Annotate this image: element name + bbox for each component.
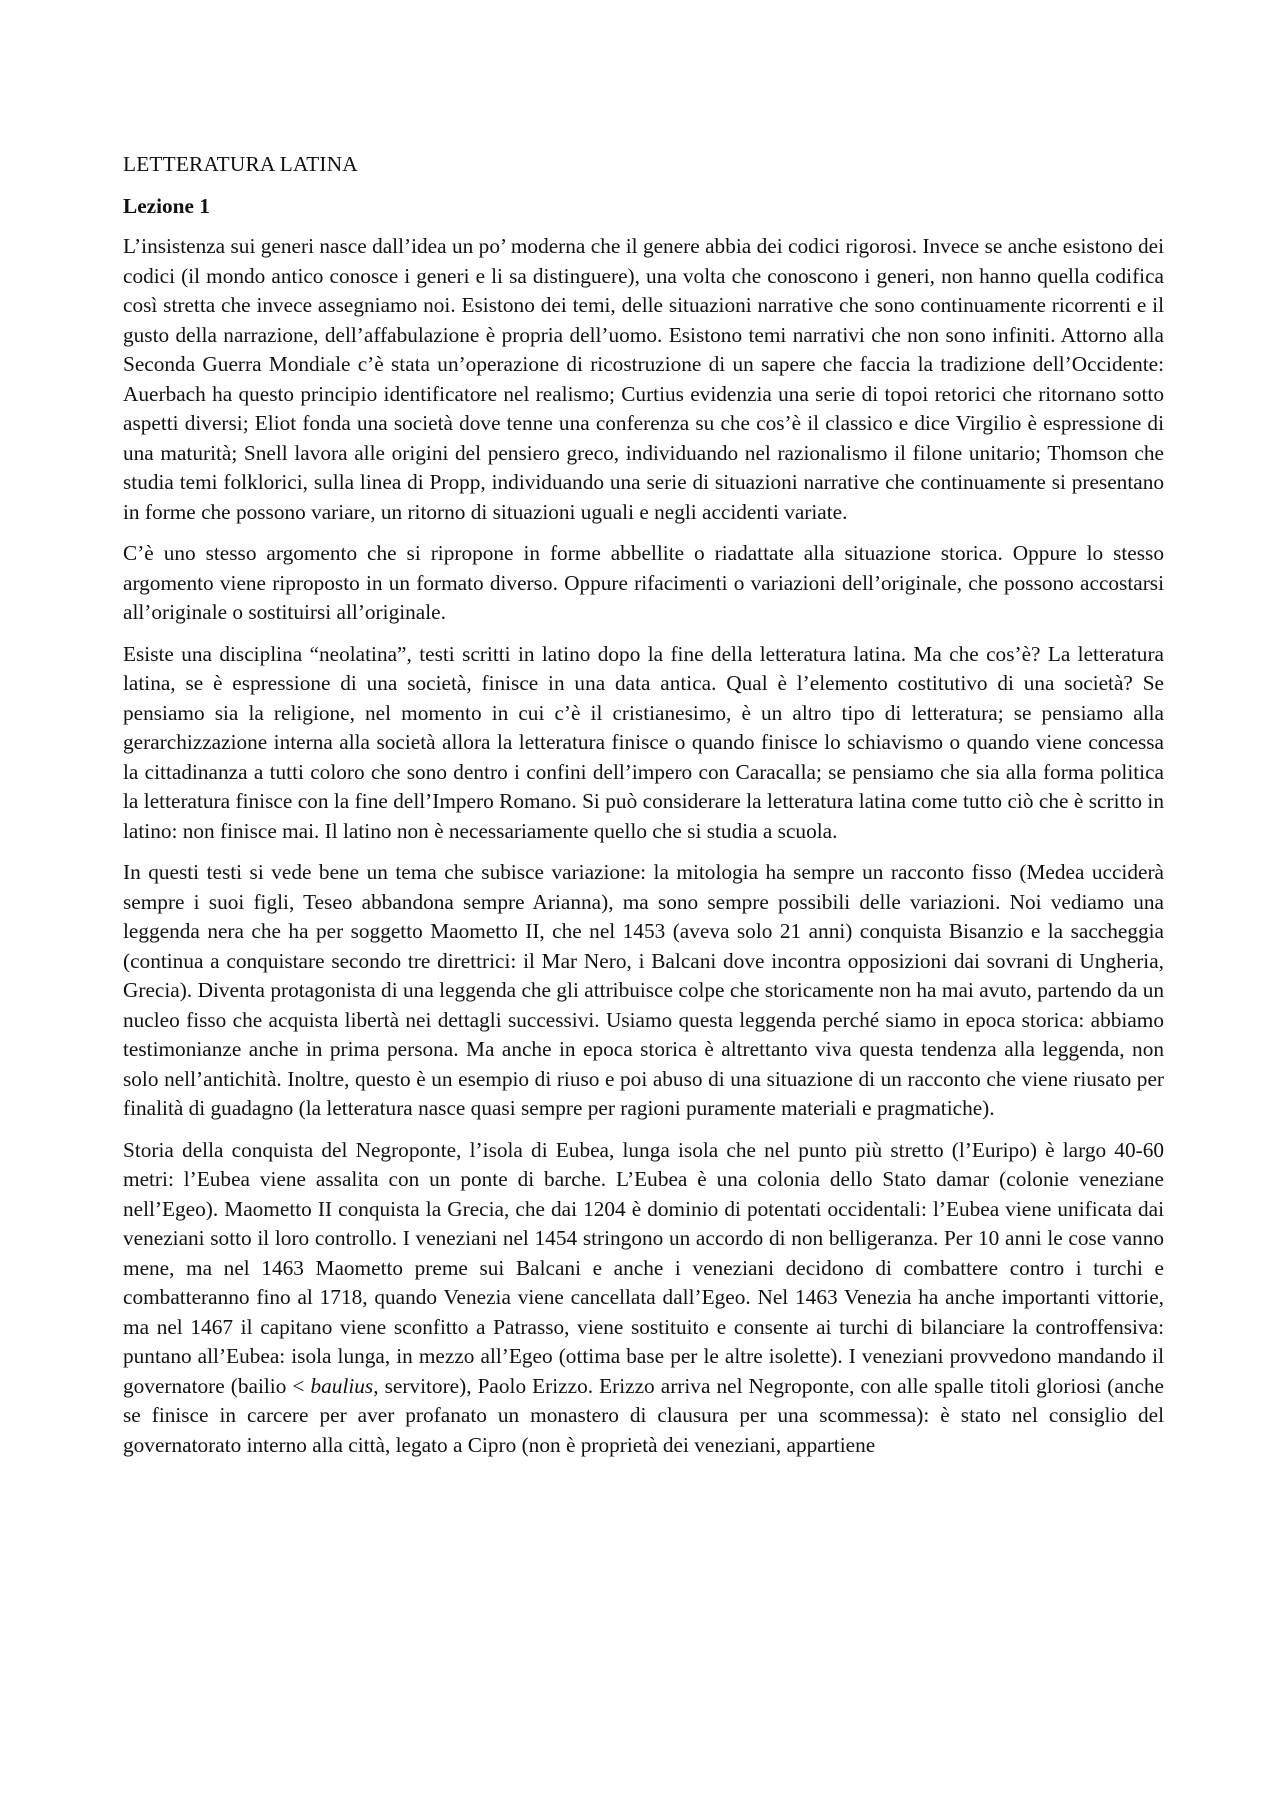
paragraph-maometto: In questi testi si vede bene un tema che subisce variazione: la mitologia ha sempre un racconto fisso (Medea ucciderà sempre i suoi figli, Teseo abbandona sempre Arianna), ma sono sempre possibili delle variazioni. Noi vediamo una leggenda nera che ha per soggetto Maometto II, che nel 1453 (aveva solo 21 anni) conquista Bisanzio e la saccheggia (continua a conquistare secondo tre direttrici: il Mar Nero, i Balcani dove incontra opposizioni dai sovrani di Ungheria, Grecia). Diventa protagonista di una leggenda che gli attribuisce colpe che storicamente non ha mai avuto, partendo da un nucleo fisso che acquista libertà nei dettagli successivi. Usiamo questa leggenda perché siamo in epoca storica: abbiamo testimonianze anche in prima persona. Ma anche in epoca storica è altrettanto viva questa tendenza alla leggenda, non solo nell’antichità. Inoltre, questo è un esempio di riuso e poi abuso di una situazione di un racconto che viene riusato per finalità di guadagno (la letteratura nasce quasi sempre per ragioni puramente materiali e pragmatiche). [123,860,1164,1120]
paragraph-argument: C’è uno stesso argomento che si ripropone in forme abbellite o riadattate alla situazione storica. Oppure lo stesso argomento viene riproposto in un formato diverso. Oppure rifacimenti o variazioni dell’originale, che possono accostarsi all’originale o sostituirsi all’originale. [123,541,1164,624]
paragraph-genres: L’insistenza sui generi nasce dall’idea un po’ moderna che il genere abbia dei codici rigorosi. Invece se anche esistono dei codici (il mondo antico conosce i generi e li sa distinguere), una volta che conoscono i generi, non hanno quella codifica così stretta che invece assegniamo noi. Esistono dei temi, delle situazioni narrative che sono continuamente ricorrenti e il gusto della narrazione, dell’affabulazione è propria dell’uomo. Esistono temi narrativi che non sono infiniti. Attorno alla Seconda Guerra Mondiale c’è stata un’operazione di ricostruzione di un sapere che faccia la tradizione dell’Occidente: Auerbach ha questo principio identificatore nel realismo; Curtius evidenzia una serie di topoi retorici che ritornano sotto aspetti diversi; Eliot fonda una società dove tenne una conferenza su che cos’è il classico e dice Virgilio è espressione di una maturità; Snell lavora alle origini del pensiero greco, individuando nel razionalismo il filone unitario; Thomson che studia temi folklorici, sulla linea di Propp, individuando una serie di situazioni narrative che continuamente si presentano in forme che possono variare, un ritorno di situazioni uguali e negli accidenti variate. [123,234,1164,524]
paragraph-negroponte-text-1: Storia della conquista del Negroponte, l’isola di Eubea, lunga isola che nel punto più stretto (l’Euripo) è largo 40-60 metri: l’Eubea viene assalita con un ponte di barche. L’Eubea è una colonia dello Stato damar (colonie veneziane nell’Egeo). Maometto II conquista la Grecia, che dai 1204 è dominio di potentati occidentali: l’Eubea viene unificata dai veneziani sotto il loro controllo. I veneziani nel 1454 stringono un accordo di non belligeranza. Per 10 anni le cose vanno mene, ma nel 1463 Maometto preme sui Balcani e anche i veneziani decidono di combattere contro i turchi e combatteranno fino al 1718, quando Venezia viene cancellata dall’Egeo. Nel 1463 Venezia ha anche importanti vittorie, ma nel 1467 il capitano viene sconfitto a Patrasso, viene sostituito e consente ai turchi di bilanciare la controffensiva: puntano all’Eubea: isola lunga, in mezzo all’Egeo (ottima base per le altre isolette). I veneziani provvedono mandando il governatore (bailio < [123,1137,1164,1398]
paragraph-negroponte-text-2: , servitore), Paolo Erizzo. Erizzo arriva nel Negroponte, con alle spalle titoli gloriosi (anche se finisce in carcere per aver profanato un monastero di clausura per una scommessa): è stato nel consiglio del governatorato interno alla città, legato a Cipro (non è proprietà dei veneziani, appartiene [123,1373,1164,1457]
italic-term: baulius [310,1373,374,1398]
lesson-heading: Lezione 1 [123,193,210,218]
document-page [123,150,1164,1472]
paragraph-neolatin: Esiste una disciplina “neolatina”, testi scritti in latino dopo la fine della letteratura latina. Ma che cos’è? La letteratura latina, se è espressione di una società, finisce in una data antica. Qual è l’elemento costitutivo di una società? Se pensiamo sia la religione, nel momento in cui c’è il cristianesimo, è un altro tipo di letteratura; se pensiamo alla gerarchizzazione interna alla società allora la letteratura finisce o quando finisce lo schiavismo o quando viene concessa la cittadinanza a tutti coloro che sono dentro i confini dell’impero con Caracalla; se pensiamo che sia alla forma politica la letteratura finisce con la fine dell’Impero Romano. Si può considerare la letteratura latina come tutto ciò che è scritto in latino: non finisce mai. Il latino non è necessariamente quello che si studia a scuola. [123,641,1164,843]
paragraph-negroponte [123,1136,1164,1461]
document-title: LETTERATURA LATINA [123,152,358,176]
